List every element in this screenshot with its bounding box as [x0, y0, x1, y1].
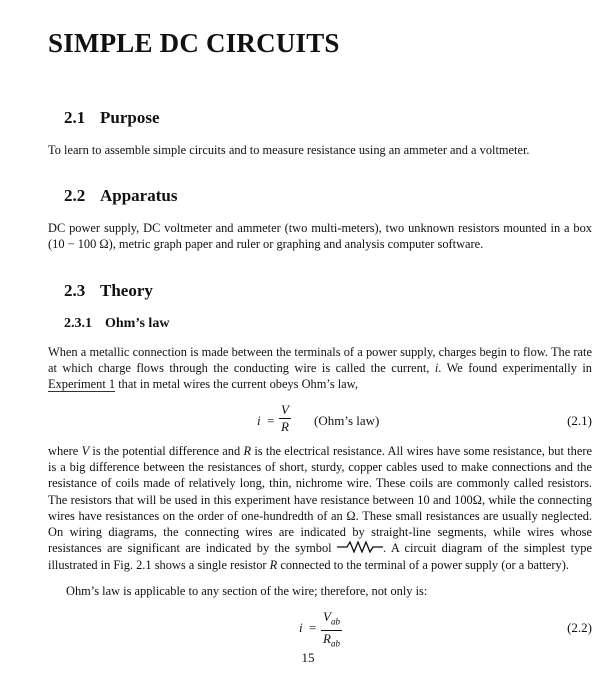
text-run: . We found experimentally in [438, 361, 593, 376]
ohms-law-paragraph [48, 344, 592, 393]
variable-v: V [81, 444, 90, 458]
text-run: where [48, 444, 82, 458]
chapter-title: SIMPLE DC CIRCUITS [48, 28, 340, 58]
equation-equals: = [267, 413, 275, 428]
subsection-title: Ohm’s law [105, 316, 170, 331]
section-number: 2.2 [64, 186, 86, 205]
equation-lhs: i [257, 413, 261, 428]
text-run: that in metal wires the current obeys Ohm’s law, [115, 377, 358, 392]
equation-number: (2.2) [567, 620, 592, 635]
purpose-text: To learn to assemble simple circuits and to measure resistance using an ammeter and a voltmeter. [48, 143, 530, 157]
experiment-1-link[interactable]: Experiment 1 [48, 377, 116, 392]
variable-r: R [243, 444, 252, 458]
fraction-denominator: R [281, 419, 289, 434]
resistance-paragraph [48, 443, 592, 574]
section-number: 2.1 [64, 108, 86, 127]
equation-lhs: i [299, 620, 303, 635]
section-number: 2.3 [64, 281, 86, 300]
section-title: Theory [100, 281, 153, 300]
section-heading-purpose [64, 108, 160, 128]
equation-2-1 [48, 402, 592, 438]
numerator-symbol: V [323, 609, 331, 624]
text-run: is the electrical resistance. All wires have some resistance, but there is a big difference between the resistances of short, sturdy, copper cables used to make connections and the resistance of coils made of relatively long, thin, nichrome wire. These coils are commonly called resistors. The resistors that will be used in this experiment have resistance between 10 and 100Ω, while the connecting wires have resistances on the order of one-hundredth of an Ω. These small resistances are usually neglected. On wiring diagrams, the connecting wires are indicated by straight-line segments, while wires whose resistances are significant are indicated by the symbol [48, 444, 592, 556]
denominator-symbol: R [323, 630, 331, 646]
equation-number: (2.1) [567, 413, 592, 428]
resistor-symbol-icon [337, 541, 383, 557]
subsection-heading-ohms-law [64, 316, 169, 332]
ohms-law-applicability-paragraph: Ohm’s law is applicable to any section of the wire; therefore, not only is: [66, 584, 428, 598]
variable-i: i [434, 361, 439, 376]
section-title: Purpose [100, 108, 160, 127]
fraction-numerator [321, 609, 342, 631]
subsection-number: 2.3.1 [64, 316, 92, 331]
variable-r: R [269, 558, 278, 573]
equation-fraction [321, 609, 342, 651]
section-title: Apparatus [100, 186, 178, 205]
denominator-subscript: ab [330, 638, 340, 649]
text-run: connected to the terminal of a power supply (or a battery). [277, 558, 569, 573]
page-number: 15 [301, 650, 315, 665]
section-heading-apparatus [64, 186, 177, 206]
section-heading-theory [64, 281, 153, 301]
numerator-subscript: ab [330, 616, 340, 627]
fraction-numerator: V [281, 402, 289, 417]
text-run: When a metallic connection is made between the terminals of a power supply, charges begin to flow. The rate at which charge flows through the conducting wire is called the current, [48, 345, 592, 376]
equation-note: (Ohm’s law) [314, 413, 380, 428]
equation-fraction [279, 402, 291, 435]
text-run: is the potential difference and [89, 444, 244, 458]
apparatus-text: DC power supply, DC voltmeter and ammeter (two multi-meters), two unknown resistors mounted in a box (10 − 100 Ω), metric graph paper and ruler or graphing and analysis computer software. [48, 221, 592, 252]
equation-equals: = [309, 620, 317, 635]
equation-2-2 [48, 609, 592, 649]
text-run: . A circuit diagram of the simplest type illustrated in Fig. 2.1 shows a single resistor [48, 541, 593, 573]
fraction-denominator [321, 631, 342, 652]
